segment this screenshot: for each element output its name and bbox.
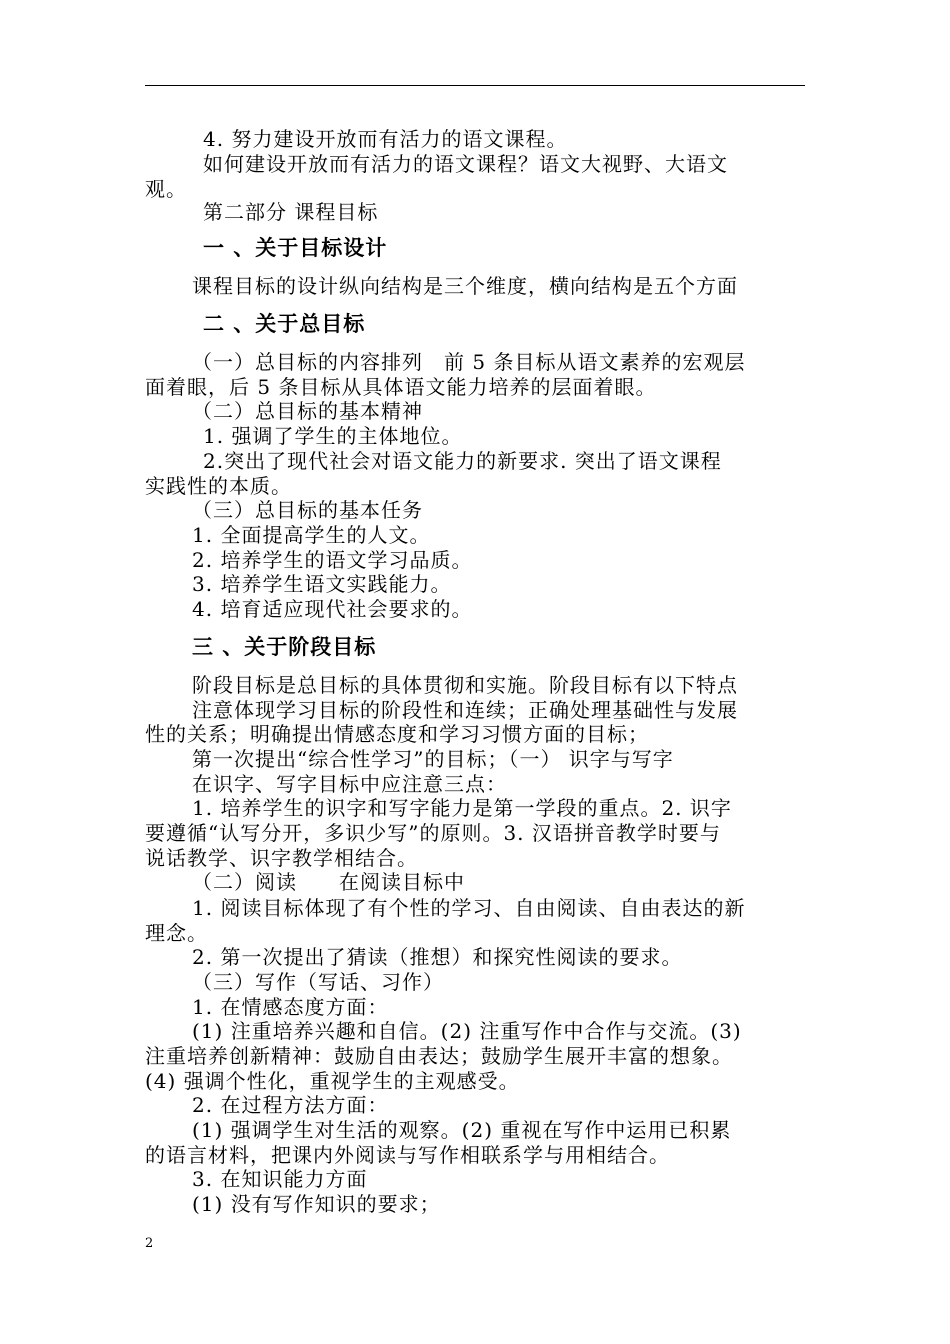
subsection-title: （二）阅读 在阅读目标中 (192, 870, 465, 894)
body-line: 实践性的本质。 (145, 474, 292, 498)
list-item: 3. 在知识能力方面 (192, 1167, 368, 1191)
body-line: 要遵循“认写分开，多识少写”的原则。3. 汉语拼音教学时要与 (145, 821, 721, 845)
list-item: 1. 阅读目标体现了有个性的学习、自由阅读、自由表达的新 (192, 896, 746, 920)
subsection-title: （二）总目标的基本精神 (192, 399, 423, 423)
list-item: (1) 强调学生对生活的观察。(2) 重视在写作中运用已积累 (192, 1118, 732, 1142)
subsection-title: （三）总目标的基本任务 (192, 498, 423, 522)
body-line: 观。 (145, 177, 187, 201)
list-item: 4. 培育适应现代社会要求的。 (192, 597, 473, 621)
body-line: （一）总目标的内容排列 前 5 条目标从语文素养的宏观层 (192, 350, 746, 374)
list-item: (1) 没有写作知识的要求； (192, 1192, 441, 1216)
body-line: 第一次提出“综合性学习”的目标；（一） 识字与写字 (192, 747, 674, 771)
body-line: 注意体现学习目标的阶段性和连续；正确处理基础性与发展 (192, 698, 738, 722)
section-heading: 二 、关于总目标 (203, 312, 366, 336)
list-item: 1. 在情感态度方面： (192, 995, 389, 1019)
body-line: 理念。 (145, 921, 208, 945)
list-item: 2. 培养学生的语文学习品质。 (192, 548, 473, 572)
list-item: (1) 注重培养兴趣和自信。(2) 注重写作中合作与交流。(3) (192, 1019, 742, 1043)
list-item: 1. 强调了学生的主体地位。 (203, 424, 463, 448)
section-heading: 三 、关于阶段目标 (192, 635, 377, 659)
list-item: 2. 在过程方法方面： (192, 1093, 389, 1117)
body-line: (4) 强调个性化，重视学生的主观感受。 (145, 1069, 520, 1093)
body-line: 在识字、写字目标中应注意三点： (192, 772, 507, 796)
part-title: 第二部分 课程目标 (203, 200, 379, 224)
body-line: 4. 努力建设开放而有活力的语文课程。 (203, 127, 568, 151)
list-item: 1. 全面提高学生的人文。 (192, 523, 431, 547)
list-item: 1. 培养学生的识字和写字能力是第一学段的重点。2. 识字 (192, 796, 732, 820)
body-line: 性的关系；明确提出情感态度和学习习惯方面的目标； (145, 722, 649, 746)
body-line: 面着眼，后 5 条目标从具体语文能力培养的层面着眼。 (145, 375, 657, 399)
list-item: 3. 培养学生语文实践能力。 (192, 572, 452, 596)
body-line: 如何建设开放而有活力的语文课程？语文大视野、大语文 (203, 152, 728, 176)
body-line: 的语言材料，把课内外阅读与写作相联系学与用相结合。 (145, 1143, 670, 1167)
body-line: 注重培养创新精神：鼓励自由表达；鼓励学生展开丰富的想象。 (145, 1044, 733, 1068)
list-item: 2.突出了现代社会对语文能力的新要求. 突出了语文课程 (203, 449, 722, 473)
list-item: 2. 第一次提出了猜读（推想）和探究性阅读的要求。 (192, 945, 683, 969)
header-rule (145, 85, 805, 86)
section-heading: 一 、关于目标设计 (203, 236, 388, 260)
body-line: 课程目标的设计纵向结构是三个维度，横向结构是五个方面 (192, 274, 738, 298)
page-number: 2 (145, 1236, 154, 1251)
body-line: 阶段目标是总目标的具体贯彻和实施。阶段目标有以下特点 (192, 673, 738, 697)
subsection-title: （三）写作（写话、习作） (192, 970, 444, 994)
body-line: 说话教学、识字教学相结合。 (145, 846, 418, 870)
